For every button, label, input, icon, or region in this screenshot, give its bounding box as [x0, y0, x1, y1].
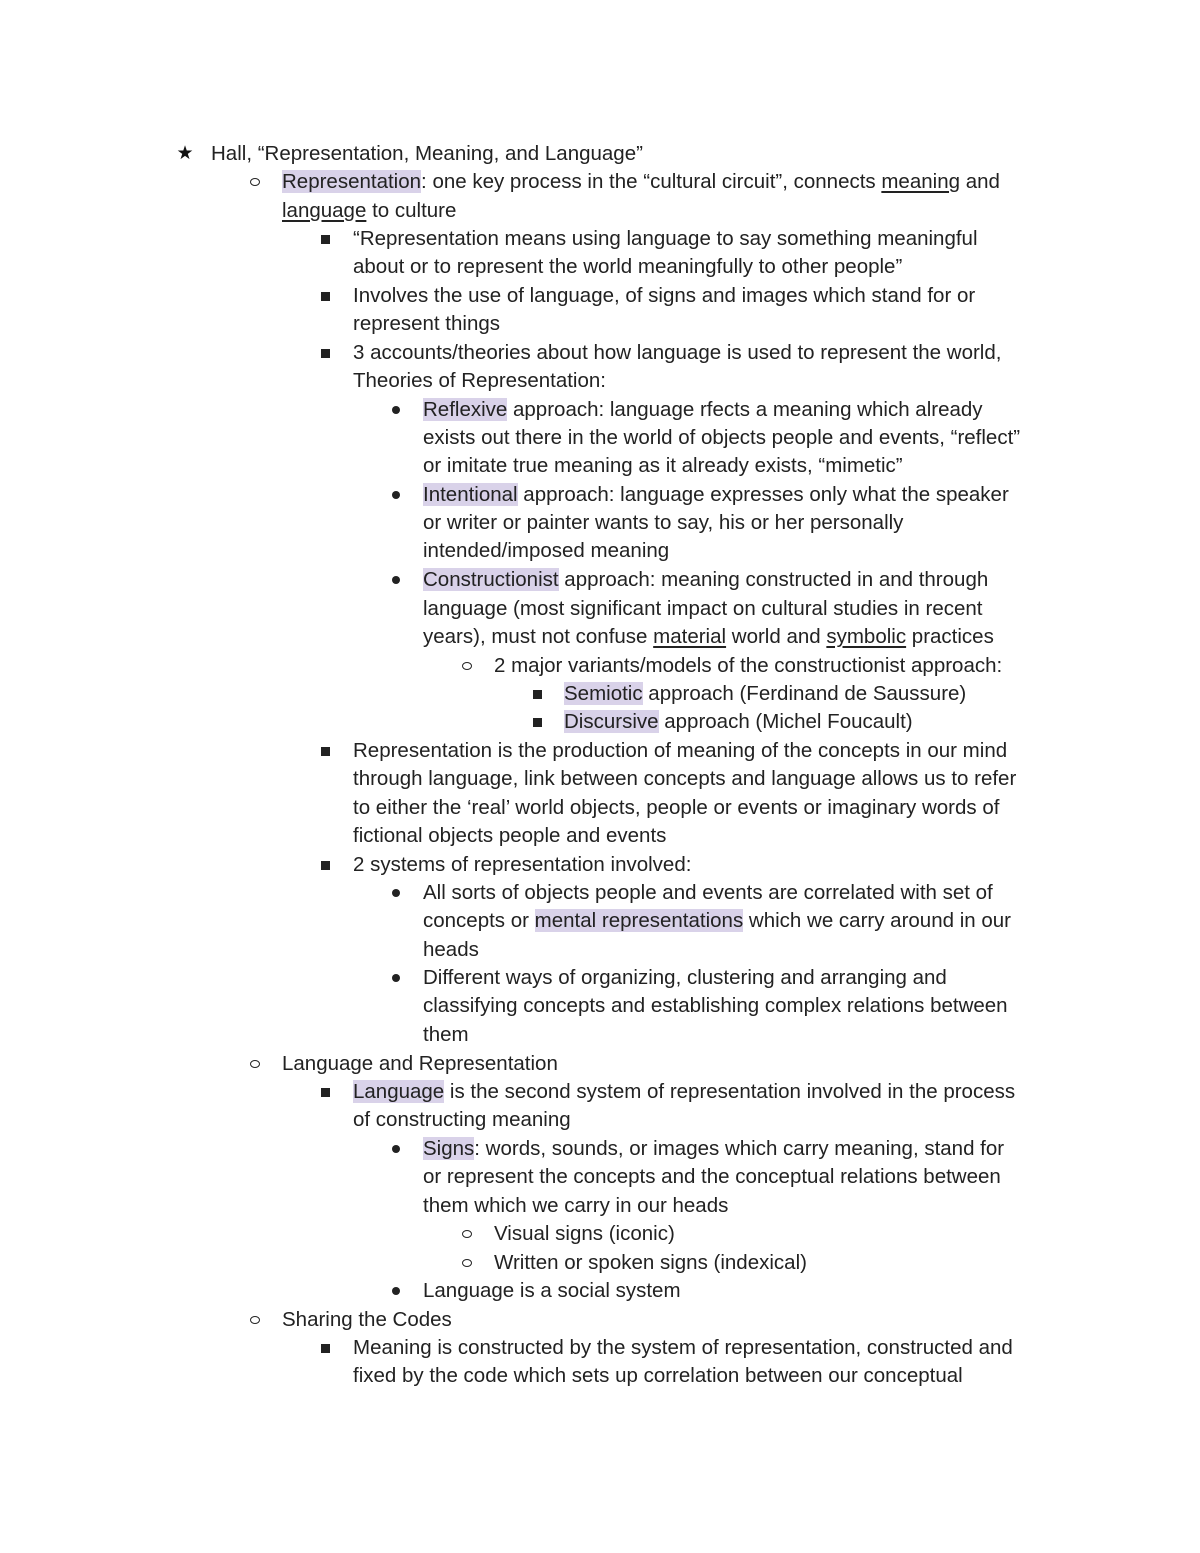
list-item: 2 major variants/models of the constructionist approach:: [0, 652, 1200, 680]
list-item: Involves the use of language, of signs and images which stand for or: [0, 282, 1200, 310]
list-item-continuation: fictional objects people and events: [353, 824, 667, 847]
filled-square-icon: [526, 680, 548, 708]
filled-square-icon: [314, 339, 336, 367]
filled-square-icon: [314, 851, 336, 879]
list-item-continuation: exists out there in the world of objects people and events, “reflect”: [423, 426, 1021, 449]
highlighted-term: Language: [353, 1080, 445, 1103]
filled-square-icon: [314, 282, 336, 310]
underlined-term: symbolic: [826, 625, 907, 648]
list-item-continuation: heads: [423, 938, 479, 961]
list-item-continuation: represent things: [353, 312, 501, 335]
list-item-continuation: or imitate true meaning as it already exists, “mimetic”: [423, 454, 903, 477]
list-item: Written or spoken signs (indexical): [0, 1249, 1200, 1277]
filled-square-icon: [314, 1334, 336, 1362]
list-item-continuation: intended/imposed meaning: [423, 539, 670, 562]
filled-circle-icon: [385, 566, 407, 594]
list-item-continuation: Theories of Representation:: [353, 369, 606, 392]
list-item: [0, 1050, 1200, 1078]
filled-circle-icon: [385, 481, 407, 509]
underlined-term: language: [282, 199, 367, 222]
list-item-continuation: of constructing meaning: [353, 1108, 571, 1131]
star-icon: ★: [176, 143, 194, 164]
hollow-circle-icon: [456, 1249, 478, 1277]
hollow-circle-icon: [244, 168, 266, 196]
list-item: “Representation means using language to say something meaningful: [0, 225, 1200, 253]
list-item-continuation: about or to represent the world meaningfully to other people”: [353, 255, 903, 278]
list-item: Signs: words, sounds, or images which carry meaning, stand for: [0, 1135, 1200, 1163]
filled-square-icon: [314, 737, 336, 765]
list-item: Language is a social system: [0, 1277, 1200, 1305]
section-heading: Language and Representation: [282, 1052, 558, 1075]
list-item: Language is the second system of representation involved in the process: [0, 1078, 1200, 1106]
highlighted-term: Intentional: [423, 483, 518, 506]
highlighted-term: Signs: [423, 1137, 475, 1160]
list-item: [0, 1306, 1200, 1334]
filled-circle-icon: [385, 1277, 407, 1305]
list-item: Constructionist approach: meaning constructed in and through: [0, 566, 1200, 594]
filled-circle-icon: [385, 396, 407, 424]
highlighted-term: mental representations: [534, 909, 744, 932]
highlighted-term: Discursive: [564, 710, 659, 733]
list-item-continuation: fixed by the code which sets up correlation between our conceptual: [353, 1364, 963, 1387]
list-item: All sorts of objects people and events are correlated with set of: [0, 879, 1200, 907]
highlighted-term: Semiotic: [564, 682, 643, 705]
list-item-continuation: or writer or painter wants to say, his or her personally: [423, 511, 904, 534]
hollow-circle-icon: [456, 1220, 478, 1248]
highlighted-term: Representation: [282, 170, 422, 193]
filled-circle-icon: [385, 964, 407, 992]
list-item-continuation: through language, link between concepts and language allows us to refer: [353, 767, 1017, 790]
list-item: Meaning is constructed by the system of representation, constructed and: [0, 1334, 1200, 1362]
highlighted-term: Constructionist: [423, 568, 559, 591]
list-item-continuation: concepts or mental representations which we carry around in our: [423, 909, 1011, 932]
list-item-continuation: language (most significant impact on cultural studies in recent: [423, 597, 983, 620]
list-item: Visual signs (iconic): [0, 1220, 1200, 1248]
outline-title-row: [0, 140, 1200, 168]
list-item-continuation: or represent the concepts and the conceptual relations between: [423, 1165, 1001, 1188]
list-item: Representation is the production of meaning of the concepts in our mind: [0, 737, 1200, 765]
list-item: Different ways of organizing, clustering and arranging and: [0, 964, 1200, 992]
list-item-continuation: classifying concepts and establishing complex relations between: [423, 994, 1008, 1017]
list-item: Reflexive approach: language rfects a meaning which already: [0, 396, 1200, 424]
list-item: 2 systems of representation involved:: [0, 851, 1200, 879]
list-item: [0, 168, 1200, 196]
list-item-continuation: language to culture: [282, 199, 457, 222]
list-item-continuation: them which we carry in our heads: [423, 1194, 729, 1217]
list-item-continuation: to either the ‘real’ world objects, people or events or imaginary words of: [353, 796, 1000, 819]
filled-circle-icon: [385, 879, 407, 907]
highlighted-term: Reflexive: [423, 398, 508, 421]
hollow-circle-icon: [244, 1050, 266, 1078]
outline-title: Hall, “Representation, Meaning, and Language”: [211, 142, 643, 165]
filled-square-icon: [526, 708, 548, 736]
filled-circle-icon: [385, 1135, 407, 1163]
list-item-continuation: them: [423, 1023, 469, 1046]
underlined-term: material: [653, 625, 727, 648]
list-item-continuation: years), must not confuse material world and symbolic practices: [423, 625, 994, 648]
list-item: Intentional approach: language expresses only what the speaker: [0, 481, 1200, 509]
list-item-text: Representation: one key process in the “cultural circuit”, connects meaning and: [282, 170, 1000, 193]
underlined-term: meaning: [881, 170, 960, 193]
filled-square-icon: [314, 225, 336, 253]
list-item: Semiotic approach (Ferdinand de Saussure): [0, 680, 1200, 708]
filled-square-icon: [314, 1078, 336, 1106]
list-item: 3 accounts/theories about how language is used to represent the world,: [0, 339, 1200, 367]
list-item: Discursive approach (Michel Foucault): [0, 708, 1200, 736]
section-heading: Sharing the Codes: [282, 1308, 452, 1331]
hollow-circle-icon: [456, 652, 478, 680]
hollow-circle-icon: [244, 1306, 266, 1334]
